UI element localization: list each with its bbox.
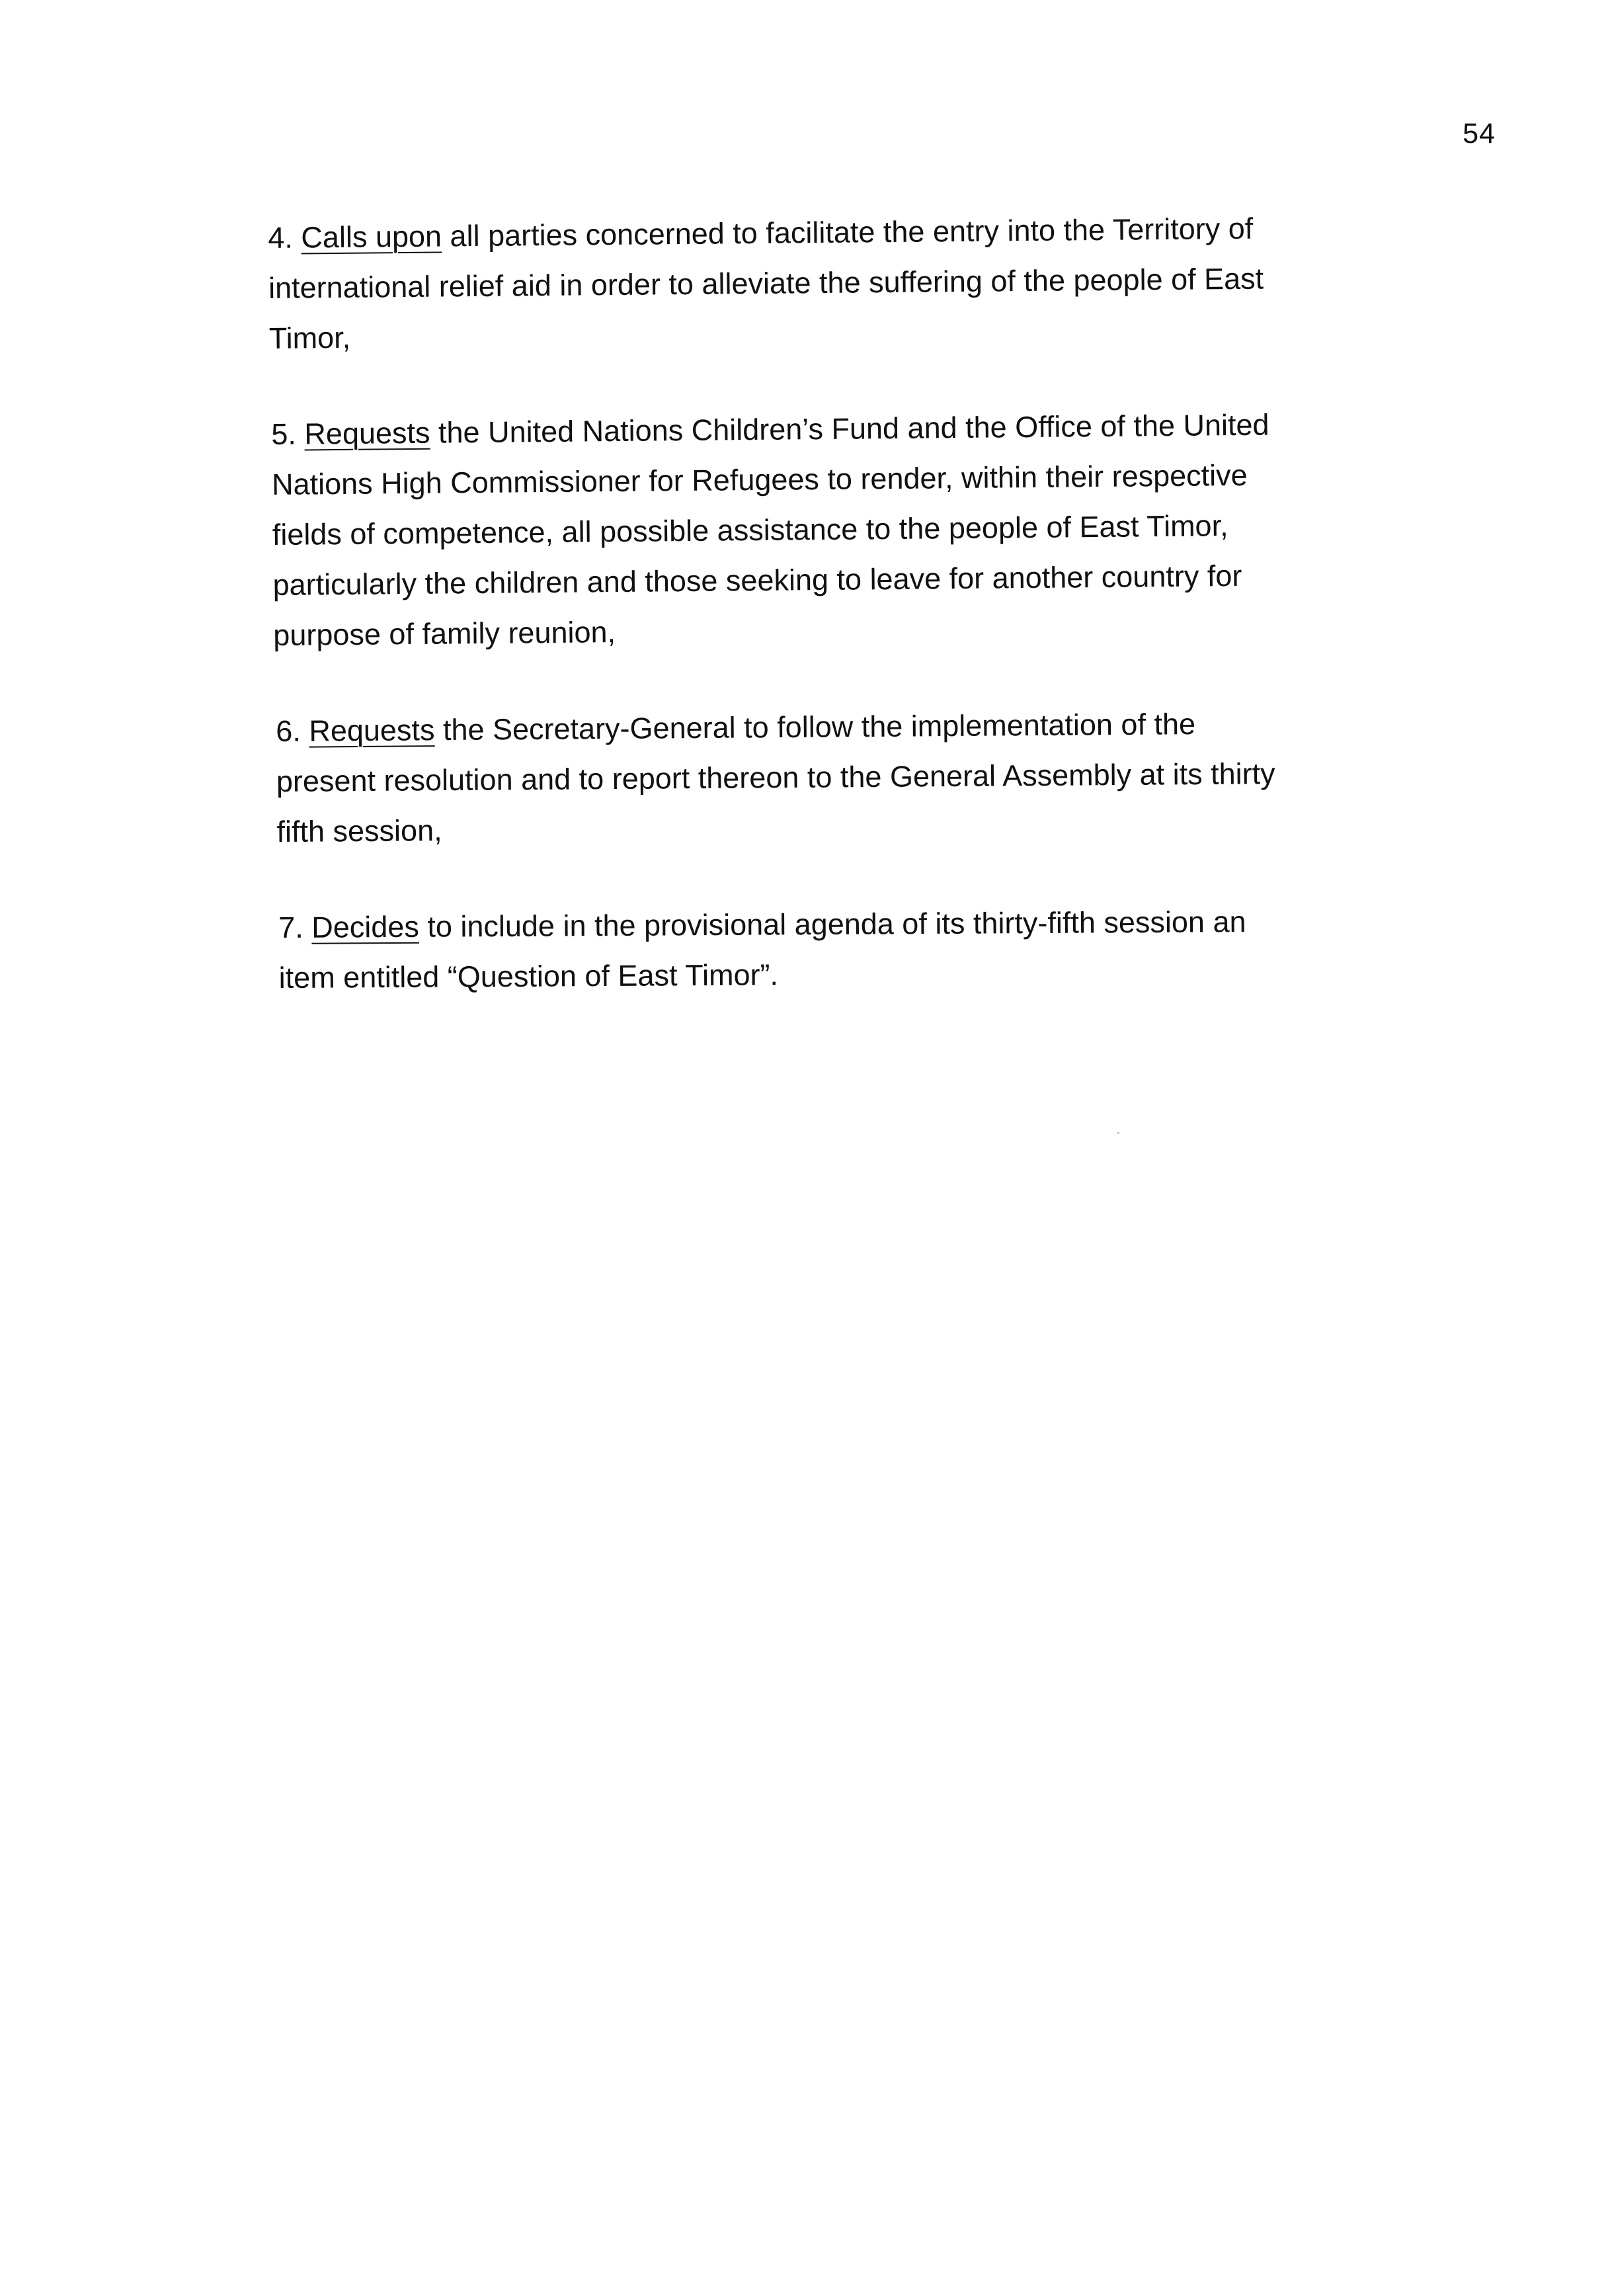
- paragraph-7: [278, 895, 1419, 1003]
- paragraph-line: present resolution and to report thereon to the General Assembly at its thirty: [276, 757, 1275, 798]
- paragraph-line: [276, 697, 1419, 757]
- line-text: the Secretary-General to follow the implementation of the: [434, 707, 1196, 747]
- resolution-body: [268, 213, 1418, 1049]
- operative-verb: Decides: [311, 909, 420, 944]
- paragraph-6: [276, 697, 1420, 857]
- paragraph-line: [278, 895, 1418, 953]
- paragraph-line: purpose of family reunion,: [273, 615, 616, 652]
- paragraph-line: fifth session,: [276, 813, 442, 848]
- line-text: all parties concerned to facilitate the entry into the Territory of: [441, 211, 1254, 253]
- page-number: 54: [1463, 118, 1496, 149]
- paragraph-number: 5.: [271, 417, 297, 451]
- paragraph-line: Nations High Commissioner for Refugees to render, within their respective: [271, 458, 1248, 501]
- paragraph-line: international relief aid in order to alleviate the suffering of the people of East: [268, 261, 1264, 305]
- line-text: the United Nations Children’s Fund and the Office of the United: [430, 407, 1269, 450]
- operative-verb: Calls upon: [301, 219, 442, 255]
- paragraph-line: item entitled “Question of East Timor”.: [278, 958, 779, 995]
- paragraph-5: [271, 398, 1421, 661]
- paragraph-number: 4.: [268, 220, 294, 255]
- paragraph-number: 7.: [278, 910, 303, 944]
- paragraph-4: [268, 202, 1420, 364]
- paragraph-number: 6.: [276, 714, 302, 748]
- line-text: to include in the provisional agenda of its thirty-fifth session an: [419, 905, 1246, 944]
- scan-speck: [1117, 1132, 1119, 1134]
- operative-verb: Requests: [304, 415, 430, 451]
- paragraph-line: fields of competence, all possible assistance to the people of East Timor,: [272, 509, 1228, 552]
- paragraph-line: particularly the children and those seeking to leave for another country for: [272, 558, 1242, 602]
- operative-verb: Requests: [309, 713, 435, 748]
- paragraph-line: Timor,: [268, 320, 351, 355]
